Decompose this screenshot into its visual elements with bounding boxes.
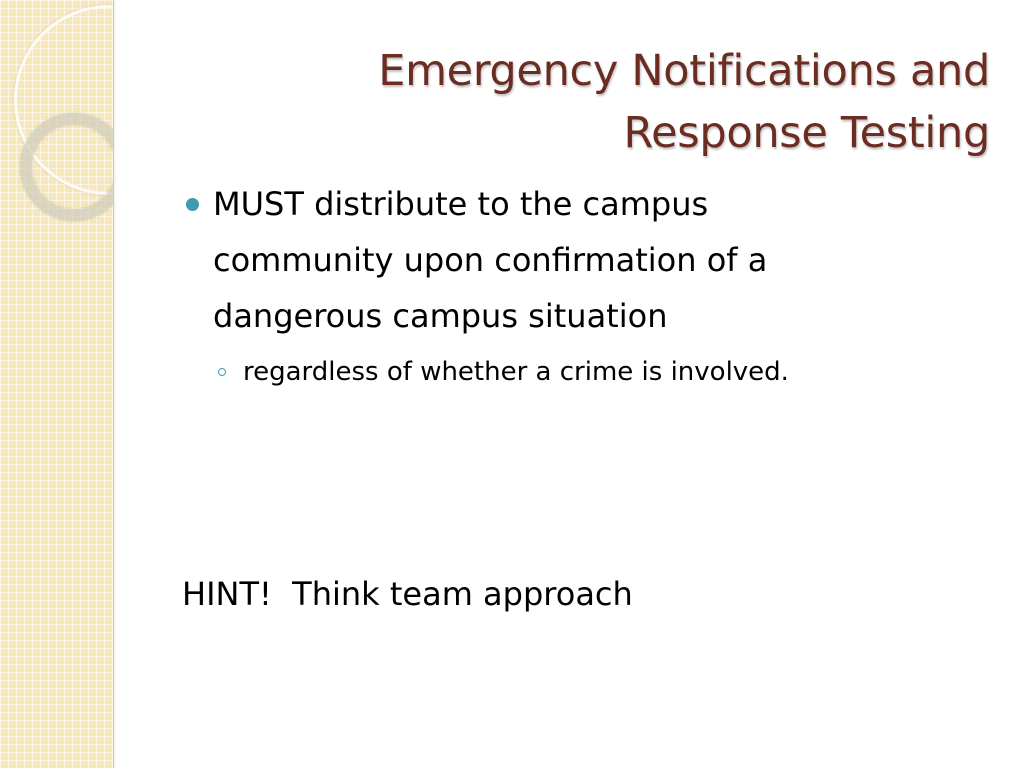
sub-bullet-item xyxy=(183,352,963,392)
sidebar-edge-shadow xyxy=(113,0,116,768)
sub-bullet-text: regardless of whether a crime is involved. xyxy=(243,357,789,387)
filled-bullet-icon xyxy=(186,198,199,211)
hint-text: HINT! Think team approach xyxy=(182,575,633,613)
decorative-sidebar xyxy=(0,0,114,768)
hollow-bullet-icon xyxy=(218,368,226,376)
slide-title-line-2: Response Testing xyxy=(623,108,990,158)
bullet-text: MUST distribute to the campus community upon confirmation of a dangerous campus situation xyxy=(213,185,768,335)
bullet-list xyxy=(183,176,963,392)
slide-title-line-1: Emergency Notifications and xyxy=(378,46,990,96)
decorative-ring-small xyxy=(20,113,114,221)
slide-title xyxy=(290,40,990,164)
bullet-item xyxy=(183,176,963,344)
